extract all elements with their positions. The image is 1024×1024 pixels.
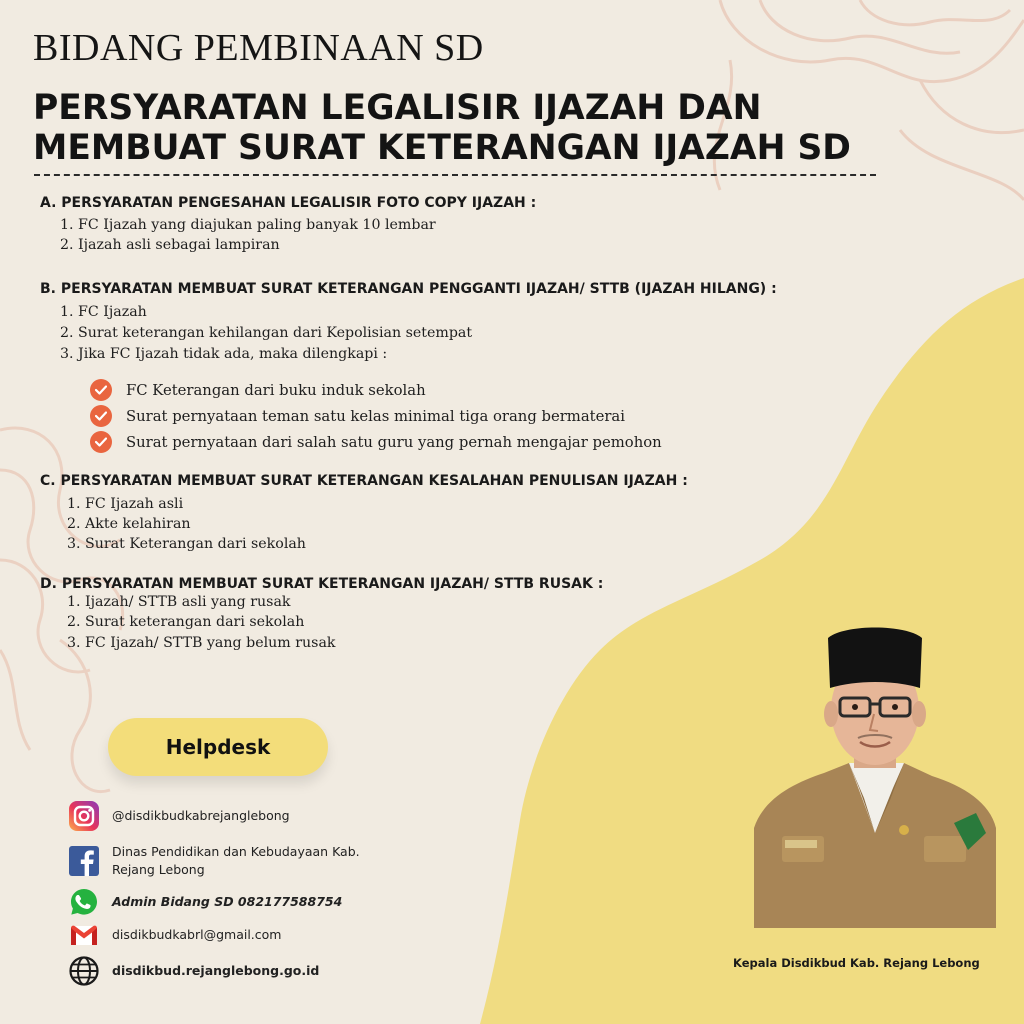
section-d-item-1: 1. Ijazah/ STTB asli yang rusak <box>67 594 291 610</box>
whatsapp-admin: Admin Bidang SD 082177588754 <box>112 894 343 909</box>
title-line-1: PERSYARATAN LEGALISIR IJAZAH DAN <box>33 88 762 128</box>
section-d-heading: D. PERSYARATAN MEMBUAT SURAT KETERANGAN IJAZAH/ STTB RUSAK : <box>40 576 604 592</box>
facebook-page <box>112 843 360 879</box>
section-a-item-2: 2. Ijazah asli sebagai lampiran <box>60 237 280 253</box>
check-circle-icon <box>90 379 112 401</box>
facebook-line-2: Rejang Lebong <box>112 862 205 877</box>
section-c-item-1: 1. FC Ijazah asli <box>67 496 184 512</box>
section-b-heading: B. PERSYARATAN MEMBUAT SURAT KETERANGAN PENGGANTI IJAZAH/ STTB (IJAZAH HILANG) : <box>40 281 777 297</box>
instagram-handle: @disdikbudkabrejanglebong <box>112 808 290 823</box>
section-c-item-3: 3. Surat Keterangan dari sekolah <box>67 536 306 552</box>
department-kicker: BIDANG PEMBINAAN SD <box>33 27 484 69</box>
check-item-text: Surat pernyataan teman satu kelas minimal tiga orang bermaterai <box>126 407 625 425</box>
section-b-item-2: 2. Surat keterangan kehilangan dari Kepolisian setempat <box>60 325 473 341</box>
check-circle-icon <box>90 405 112 427</box>
whatsapp-icon <box>68 886 100 918</box>
section-c-item-2: 2. Akte kelahiran <box>67 516 191 532</box>
check-item-text: FC Keterangan dari buku induk sekolah <box>126 381 426 399</box>
section-c-heading: C. PERSYARATAN MEMBUAT SURAT KETERANGAN KESALAHAN PENULISAN IJAZAH : <box>40 473 688 489</box>
section-b-item-1: 1. FC Ijazah <box>60 304 147 320</box>
check-circle-icon <box>90 431 112 453</box>
website-contact[interactable] <box>68 955 319 987</box>
section-b-item-3: 3. Jika FC Ijazah tidak ada, maka dilengkapi : <box>60 346 388 362</box>
email-contact[interactable] <box>68 919 281 951</box>
section-a-heading: A. PERSYARATAN PENGESAHAN LEGALISIR FOTO COPY IJAZAH : <box>40 195 537 211</box>
facebook-contact[interactable] <box>68 843 360 879</box>
check-item-text: Surat pernyataan dari salah satu guru yang pernah mengajar pemohon <box>126 433 662 451</box>
website-url: disdikbud.rejanglebong.go.id <box>112 963 320 978</box>
title-line-2: MEMBUAT SURAT KETERANGAN IJAZAH SD <box>33 128 851 168</box>
official-portrait <box>754 618 996 928</box>
check-item-2 <box>90 404 625 428</box>
email-address: disdikbudkabrl@gmail.com <box>112 927 282 942</box>
page-title <box>33 88 933 168</box>
check-item-3 <box>90 430 662 454</box>
facebook-icon <box>68 845 100 877</box>
portrait-caption: Kepala Disdikbud Kab. Rejang Lebong <box>733 956 980 970</box>
gmail-icon <box>68 919 100 951</box>
globe-icon <box>68 955 100 987</box>
section-d-item-2: 2. Surat keterangan dari sekolah <box>67 614 305 630</box>
helpdesk-button[interactable]: Helpdesk <box>108 718 328 776</box>
section-d-item-3: 3. FC Ijazah/ STTB yang belum rusak <box>67 635 336 651</box>
check-item-1 <box>90 378 426 402</box>
instagram-icon <box>68 800 100 832</box>
facebook-line-1: Dinas Pendidikan dan Kebudayaan Kab. <box>112 844 360 859</box>
instagram-contact[interactable] <box>68 800 290 832</box>
section-a-item-1: 1. FC Ijazah yang diajukan paling banyak 10 lembar <box>60 217 436 233</box>
whatsapp-contact[interactable] <box>68 886 342 918</box>
title-divider <box>34 174 876 176</box>
